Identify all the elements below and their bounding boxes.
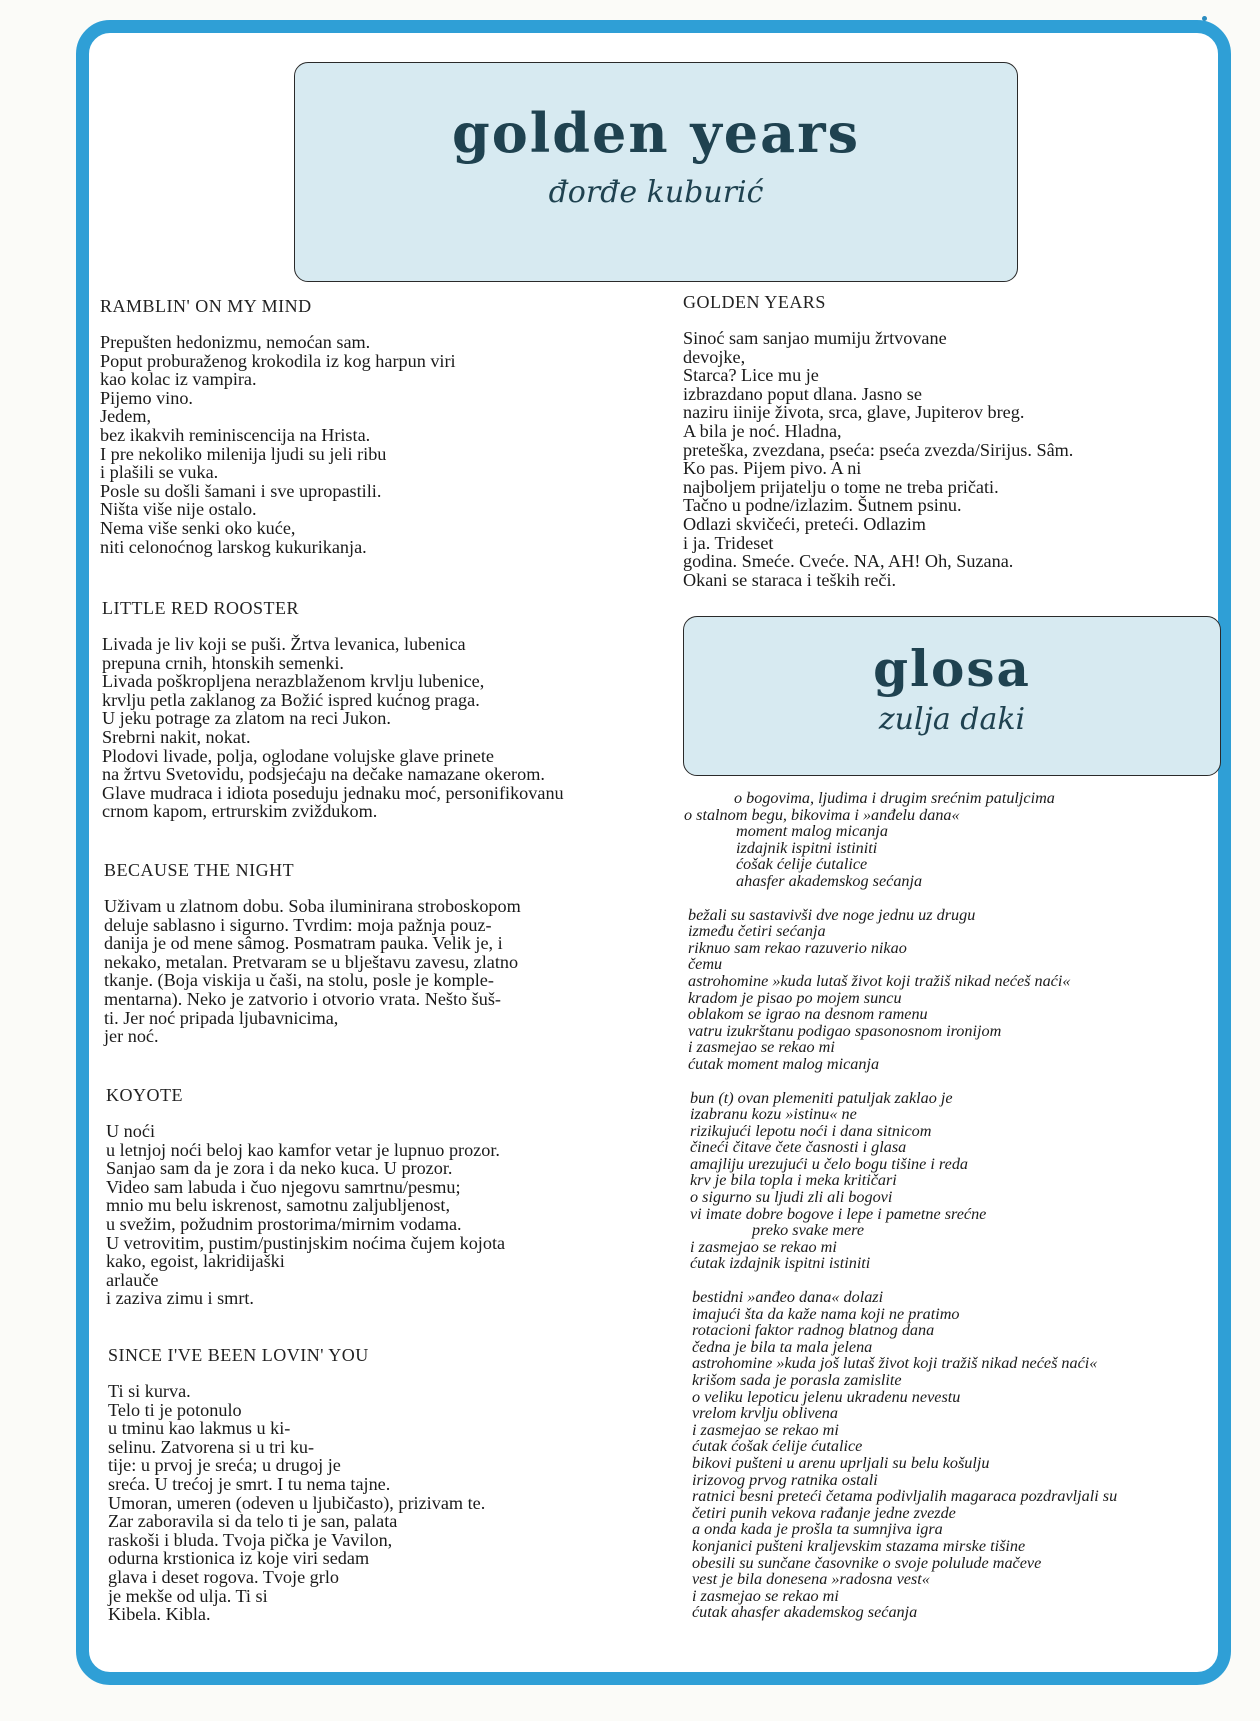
poem-line: A bila je noć. Hladna, <box>683 420 842 441</box>
poem-line: ahasfer akademskog sećanja <box>736 871 923 890</box>
poem-line: preteška, zvezdana, pseća: pseća zvezda/Sirijus. Sâm. <box>683 439 1074 460</box>
poem-line: godina. Smeće. Cveće. NA, AH! Oh, Suzana. <box>683 551 1014 572</box>
poem-line: bestidni »anđeo dana« dolazi <box>692 1288 884 1307</box>
poem-line: ćutak moment malog micanja <box>688 1054 880 1073</box>
poem-line: astrohomine »kuda lutaš život koji tražiš nikad nećeš naći« <box>688 971 1071 990</box>
poem-line: nekako, metalan. Pretvaram se u blještavu zavesu, zlatno <box>104 951 519 972</box>
poem-line: i plašili se vuka. <box>100 462 219 483</box>
glosa-poem <box>684 790 1117 1638</box>
poem-line: kako, egoist, lakridijaški <box>106 1251 285 1272</box>
poem-line: a onda kada je prošla ta sumnjiva igra <box>692 1520 943 1539</box>
poem-line: u tminu kao lakmus u ki- <box>108 1418 291 1439</box>
poem-line: sreća. U trećoj je smrt. I tu nema tajne. <box>108 1473 391 1494</box>
glosa-title-box <box>683 616 1221 776</box>
poem-line: i zasmejao se rekao mi <box>692 1420 839 1439</box>
poem-line: ćutak izdajnik ispitni istiniti <box>690 1254 871 1273</box>
poem-line: i zasmejao se rekao mi <box>690 1237 837 1256</box>
poem-line: ratnici besni preteći četama podivljalih magaraca pozdravljali su <box>692 1487 1118 1506</box>
poem-line: najboljem prijatelju o tome ne treba pričati. <box>683 476 999 497</box>
poem-line: jer noć. <box>104 1026 159 1047</box>
poem-line: danija je od mene sâmog. Posmatram pauka. Velik je, i <box>104 933 503 954</box>
poem-line: deluje sablasno i sigurno. Tvrdim: moja pažnja pouz- <box>104 914 492 935</box>
poem-line: izbrazdano poput dlana. Jasno se <box>683 383 922 404</box>
poem-line: Video sam labuda i čuo njegovu samrtnu/pesmu; <box>106 1176 461 1197</box>
poem-line: obesili su sunčane časovnike o svoje polulude mačeve <box>692 1553 1042 1572</box>
poem-line: kradom je pisao po mojem suncu <box>688 988 902 1007</box>
poem-line: izabranu kozu »istinu« ne <box>690 1105 857 1124</box>
poem-line: bun (t) ovan plemeniti patuljak zaklao je <box>690 1088 953 1107</box>
poem-line: preko svake mere <box>752 1221 865 1240</box>
poem-line: imajući šta da kaže nama koji ne pratimo <box>692 1304 960 1323</box>
header-title-box <box>294 62 1018 282</box>
poem-line: ćutak ćošak ćelije ćutalice <box>692 1437 863 1456</box>
poem-line: Ko pas. Pijem pivo. A ni <box>683 458 862 479</box>
poem-line: i zasmejao se rekao mi <box>692 1586 839 1605</box>
poem-line: vrelom krvlju oblivena <box>692 1404 838 1423</box>
poem-line: Nema više senki oko kuće, <box>100 517 296 538</box>
poem-line: između četiri sećanja <box>688 922 826 941</box>
poem-line: čemu <box>688 955 723 974</box>
poem-line: U vetrovitim, pustim/pustinjskim noćima čujem kojota <box>106 1232 506 1253</box>
poem-line: i zasmejao se rekao mi <box>688 1038 835 1057</box>
poem-line: astrohomine »kuda još lutaš život koji tražiš nikad nećeš naći« <box>692 1354 1098 1373</box>
poem-line: čineći čitave čete časnosti i glasa <box>690 1138 907 1157</box>
poem-line: Kibela. Kibla. <box>108 1604 211 1625</box>
poem-line: Prepušten hedonizmu, nemoćan sam. <box>100 332 371 352</box>
poem-line: konjanici pušteni kraljevskim stazama mirske tišine <box>692 1536 1026 1555</box>
poem-line: odurna krstionica iz koje viri sedam <box>108 1548 370 1569</box>
poem-line: oblakom se igrao na desnom ramenu <box>688 1005 928 1024</box>
glosa-title: glosa <box>873 639 1031 698</box>
poem-line: Posle su došli šamani i sve upropastili. <box>100 480 382 501</box>
poem-line: krv je bila topla i meka kritičari <box>690 1171 897 1190</box>
poem-line: bez ikakvih reminiscencija na Hrista. <box>100 424 371 445</box>
poem-line: Livada je liv koji se puši. Žrtva levanica, lubenica <box>102 634 466 654</box>
poem-line: U jeku potrage za zlatom na reci Jukon. <box>102 708 391 729</box>
poem-title: LITTLE RED ROOSTER <box>102 598 299 618</box>
poem-line: Sanjao sam da je zora i da neko kuca. U prozor. <box>106 1158 453 1179</box>
poem-line: ćošak ćelije ćutalice <box>736 855 868 874</box>
poem-line: Zar zaboravila si da telo ti je san, palata <box>108 1511 398 1532</box>
poem-line: Sinoć sam sanjao mumiju žrtvovane <box>683 328 947 348</box>
poem-line: Telo ti je potonulo <box>108 1399 242 1420</box>
author-name: đorđe kuburić <box>548 175 764 210</box>
poem-line: čedna je bila ta mala jelena <box>692 1337 873 1356</box>
glosa-author: zulja daki <box>878 702 1026 737</box>
poem-line: crnom kapom, ertrurskim zviždukom. <box>102 801 378 822</box>
poem-little-red-rooster <box>102 598 564 821</box>
poem-line: mnio mu belu iskrenost, samotnu zaljubljenost, <box>106 1195 451 1216</box>
poem-line: kao kolac iz vampira. <box>100 369 257 390</box>
poem-golden-years <box>683 292 1073 589</box>
poem-line: Ništa više nije ostalo. <box>100 499 257 520</box>
poem-line: mentarna). Neko je zatvorio i otvorio vrata. Nešto šuš- <box>104 988 501 1009</box>
poem-line: vi imate dobre bogove i lepe i pametne srećne <box>690 1204 987 1223</box>
poem-line: Ti si kurva. <box>108 1381 191 1401</box>
poem-koyote <box>106 1085 505 1308</box>
poem-line: Glave mudraca i idiota poseduju jednaku moć, personifikovanu <box>102 782 564 803</box>
poem-line: bikovi pušteni u arenu uprljali su belu košulju <box>692 1453 990 1472</box>
poem-line: I pre nekoliko milenija ljudi su jeli ribu <box>100 443 387 464</box>
poem-line: izdajnik ispitni istiniti <box>736 838 878 857</box>
poem-line: četiri punih vekova rađanje jedne zvezde <box>692 1503 956 1522</box>
poem-line: Odlazi skvičeći, preteći. Odlazim <box>683 513 926 534</box>
page-title: golden years <box>451 101 861 165</box>
ink-speck <box>1202 16 1207 21</box>
poem-line: Tačno u podne/izlazim. Šutnem psinu. <box>683 495 962 516</box>
poem-line: prepuna crnih, htonskih semenki. <box>102 652 344 673</box>
poem-line: niti celonoćnog larskog kukurikanja. <box>100 536 367 557</box>
poem-line: Pijemo vino. <box>100 387 193 408</box>
poem-line: u svežim, požudnim prostorima/mirnim vodama. <box>106 1213 462 1234</box>
poem-line: Srebrni nakit, nokat. <box>102 726 251 747</box>
poem-since-ive-been-lovin-you <box>108 1345 485 1624</box>
poem-line: devojke, <box>683 346 746 367</box>
poem-line: ćutak ahasfer akademskog sećanja <box>692 1603 918 1622</box>
poem-line: o veliku lepoticu jelenu ukradenu nevestu <box>692 1387 961 1406</box>
poem-line: krišom sada je porasla zamislite <box>692 1371 902 1389</box>
poem-line: glava i deset rogova. Tvoje grlo <box>108 1566 339 1587</box>
poem-line: riknuo sam rekao razuverio nikao <box>688 938 907 957</box>
poem-line: tije: u prvoj je sreća; u drugoj je <box>108 1455 341 1476</box>
poem-line: rizikujući lepotu noći i dana sitnicom <box>690 1121 932 1140</box>
poem-line: i ja. Trideset <box>683 532 774 553</box>
poem-line: Starca? Lice mu je <box>683 365 819 386</box>
poem-line: krvlju petla zaklanog za Božić ispred kućnog praga. <box>102 689 480 710</box>
poem-line: Livada poškropljena nerazblaženom krvlju lubenice, <box>102 671 485 692</box>
poem-ramblin <box>100 296 456 556</box>
poem-line: moment malog micanja <box>736 822 888 841</box>
poem-line: irizovog prvog ratnika ostali <box>692 1470 878 1489</box>
poem-line: u letnjoj noći beloj kao kamfor vetar je lupnuo prozor. <box>106 1139 500 1160</box>
poem-line: amajliju urezujući u čelo bogu tišine i reda <box>690 1154 969 1173</box>
poem-because-the-night <box>104 860 521 1046</box>
poem-line: Poput proburaženog krokodila iz kog harpun viri <box>100 350 456 371</box>
poem-line: arlauče <box>106 1269 159 1290</box>
poem-line: je mekše od ulja. Ti si <box>108 1585 268 1606</box>
glosa-intro <box>684 790 1117 890</box>
poem-line: Uživam u zlatnom dobu. Soba iluminirana stroboskopom <box>104 896 521 916</box>
glosa-stanza-2 <box>684 1090 1117 1273</box>
poem-line: Jedem, <box>100 406 152 427</box>
poem-line: raskoši i bluda. Tvoja pička je Vavilon, <box>108 1529 393 1550</box>
poem-title: KOYOTE <box>106 1085 183 1105</box>
poem-line: naziru iinije života, srca, glave, Jupiterov breg. <box>683 402 1025 423</box>
poem-line: o sigurno su ljudi zli ali bogovi <box>690 1188 893 1207</box>
poem-line: i zaziva zimu i smrt. <box>106 1288 254 1309</box>
poem-line: selinu. Zatvorena si u tri ku- <box>108 1436 315 1457</box>
poem-line: tkanje. (Boja viskija u čaši, na stolu, posle je komple- <box>104 970 494 991</box>
poem-line: bežali su sastavivši dve noge jednu uz drugu <box>688 905 976 924</box>
poem-title: BECAUSE THE NIGHT <box>104 860 295 880</box>
glosa-stanza-3 <box>684 1289 1117 1621</box>
poem-line: o bogovima, ljudima i drugim srećnim patuljcima <box>734 789 1055 807</box>
glosa-stanza-1 <box>684 907 1117 1073</box>
poem-title: GOLDEN YEARS <box>683 292 826 312</box>
poem-line: na žrtvu Svetovidu, podsjećaju na dečake namazane okerom. <box>102 764 545 785</box>
poem-line: vest je bila donesena »radosna vest« <box>692 1570 930 1589</box>
poem-line: Okani se staraca i teških reči. <box>683 569 897 590</box>
poem-line: vatru izukrštanu podigao spasonosnom ironijom <box>688 1021 1002 1040</box>
poem-line: o stalnom begu, bikovima i »anđelu dana« <box>684 805 960 824</box>
poem-line: Umoran, umeren (odeven u ljubičasto), prizivam te. <box>108 1492 486 1513</box>
poem-title: RAMBLIN' ON MY MIND <box>100 296 312 316</box>
poem-line: U noći <box>106 1121 155 1141</box>
poem-line: Plodovi livade, polja, oglodane volujske glave prinete <box>102 745 494 766</box>
poem-title: SINCE I'VE BEEN LOVIN' YOU <box>108 1345 369 1365</box>
poem-line: rotacioni faktor radnog blatnog dana <box>692 1321 935 1340</box>
poem-line: ti. Jer noć pripada ljubavnicima, <box>104 1007 339 1028</box>
